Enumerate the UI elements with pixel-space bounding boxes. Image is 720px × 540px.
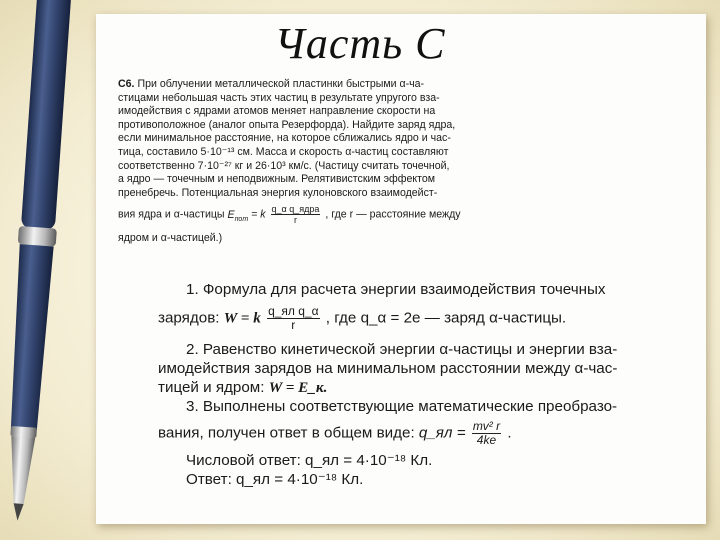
page-title: Часть С — [274, 19, 446, 68]
solution-step-3: 3. Выполнены соответствующие математические преобразо- — [186, 398, 618, 415]
problem-id: С6. — [118, 78, 135, 90]
problem-line: тица, составило 5·10⁻¹³ см. Масса и скорость α-частиц составляют — [118, 145, 449, 158]
problem-line: ядром и α-частицей.) — [118, 232, 223, 245]
problem-line: стицами небольшая часть этих частиц в результате упругого вза- — [118, 91, 440, 104]
coulomb-fraction: $\frac{\text{q\_α q\_ядра}}{r}$ — [271, 204, 320, 226]
solution-step-2: имодействия зарядов на минимальном расстоянии между α-час- — [158, 360, 618, 377]
solution-step-3-formula: вания, получен ответ в общем виде: q_ял = $\frac{\text{mv² r}}{4ke}$ . — [158, 419, 512, 447]
solution-step-2-formula: тицей и ядром: W = E_к. — [158, 379, 328, 396]
pen-illustration — [4, 0, 88, 540]
problem-formula-line: вия ядра и α-частицы $E_{пот} = k$ $\frac{\text{q\_α q\_ядра}}{r}$ , где r — расстояние между — [118, 204, 461, 226]
numeric-answer: Числовой ответ: q_ял = 4·10⁻¹⁸ Кл. — [186, 452, 433, 469]
problem-line: соответственно 7·10⁻²⁷ кг и 26·10³ км/с. (Частицу считать точечной, — [118, 159, 450, 172]
energy-fraction: $\frac{\text{q\_ял q\_α}}{r}$ — [268, 304, 319, 332]
problem-line: имодействия с ядрами атомов меняет направление скорости на — [118, 105, 436, 118]
problem-line: С6. При облучении металлической пластинки быстрыми α-ча- — [118, 78, 425, 90]
solution-step-2: 2. Равенство кинетической энергии α-частицы и энергии вза- — [186, 341, 618, 358]
solution-step-1-formula: зарядов: W = k $\frac{\text{q\_ял q\_α}}{r}$ , где q_α = 2e — заряд α-частицы. — [158, 304, 567, 332]
problem-text — [118, 78, 510, 264]
solution-step-1: 1. Формула для расчета энергии взаимодействия точечных — [186, 281, 606, 298]
answer-fraction: $\frac{\text{mv² r}}{4ke}$ — [472, 419, 501, 447]
solution-text — [158, 280, 688, 500]
energy-symbol: $E_{пот}$ — [227, 208, 249, 223]
problem-line: противоположное (аналог опыта Резерфорда). Найдите заряд ядра, — [118, 118, 456, 131]
problem-line: а ядро — точечным и неподвижным. Релятивистским эффектом — [118, 173, 435, 186]
problem-line: пренебречь. Потенциальная энергия кулоновского взаимодейст- — [118, 186, 438, 199]
problem-line: если минимальное расстояние, на которое сближались ядро и час- — [118, 132, 451, 145]
final-answer: Ответ: q_ял = 4·10⁻¹⁸ Кл. — [186, 471, 364, 488]
